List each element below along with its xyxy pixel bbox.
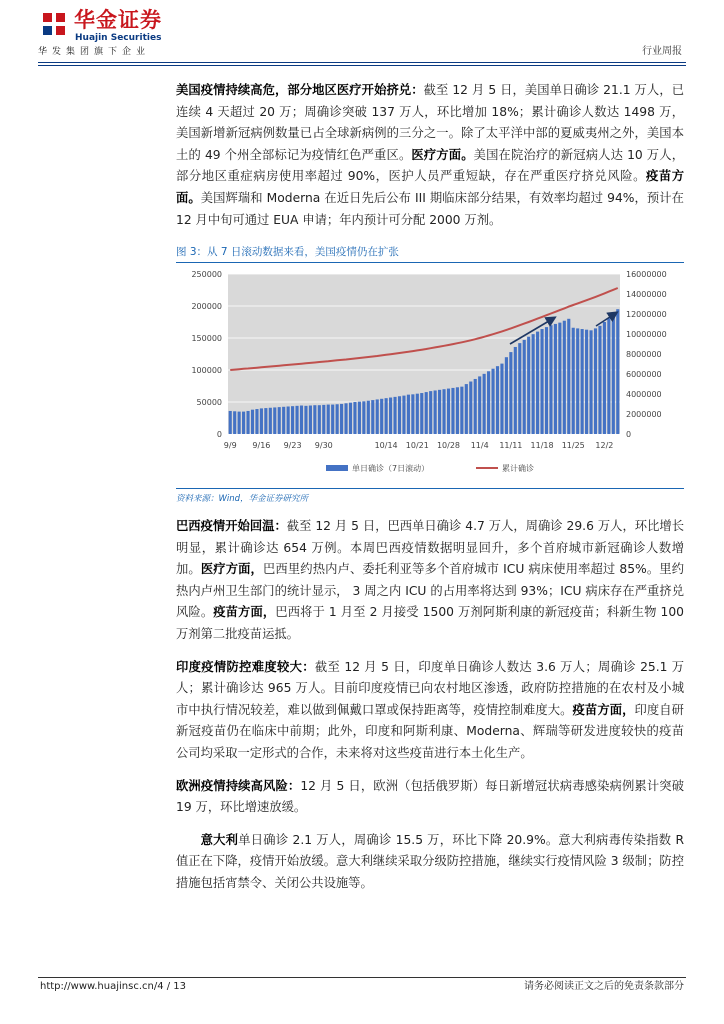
paragraph-text: 美国辉瑞和 Moderna 在近日先后公布 III 期临床部分结果，有效率均超过 94%，预计在 12 月中旬可通过 EUA 申请；年内预计可分配 2000 万剂。	[176, 190, 684, 227]
paragraph-text: 12 月 5 日，欧洲（包括俄罗斯）每日新增冠状病毒感染病例累计突破 19 万，环比增速放缓。	[176, 778, 684, 815]
brand-name-cn: 华金证券	[74, 8, 162, 32]
bar-11/5	[483, 374, 486, 434]
y-right-tick-label: 8000000	[626, 350, 662, 359]
bar-9/17	[264, 408, 267, 434]
y-left-tick-label: 250000	[191, 270, 222, 279]
bar-10/23	[425, 392, 428, 434]
y-right-tick-label: 6000000	[626, 370, 662, 379]
body-content	[176, 80, 684, 231]
y-left-tick-label: 50000	[196, 398, 222, 407]
bar-11/15	[527, 337, 530, 434]
brand-subtitle: 华发集团旗下企业	[38, 47, 151, 57]
paragraph-text: 美国在院治疗的新冠病人达 10 万人，部分地区重症病房使用率超过 90%，医护人员严重短缺，存在严重医疗挤兑风险。	[176, 147, 685, 184]
bar-11/20	[549, 325, 552, 434]
bar-10/27	[442, 389, 445, 434]
bar-11/14	[523, 340, 526, 434]
bar-11/17	[536, 332, 539, 434]
paragraph-bold-segment: 医疗方面。	[411, 147, 474, 162]
bar-10/6	[349, 403, 352, 434]
x-tick-label: 11/4	[470, 441, 489, 450]
bar-10/11	[371, 400, 374, 434]
paragraph-text: 印度自研新冠疫苗仍在临床中前期；此外，印度和阿斯利康、Moderna、辉瑞等研发进度较快的疫苗公司均采取一定形式的合作，未来将对这些疫苗进行本土化生产。	[176, 702, 684, 760]
bar-9/19	[273, 407, 276, 434]
bar-11/8	[496, 366, 499, 434]
y-left-tick-label: 150000	[191, 334, 222, 343]
paragraph-bold-segment: 医疗方面，	[200, 562, 263, 577]
paragraph-lead: 意大利	[200, 832, 239, 847]
x-tick-label: 11/18	[530, 441, 554, 450]
paragraph-bold-segment: 疫苗方面，	[572, 702, 635, 717]
bar-10/30	[456, 387, 459, 434]
x-tick-label: 9/30	[314, 441, 333, 450]
legend	[326, 463, 534, 473]
bar-11/2	[469, 382, 472, 434]
bar-11/24	[567, 319, 570, 434]
bar-11/12	[514, 347, 517, 434]
bar-10/12	[376, 399, 379, 434]
bar-12/3	[607, 318, 610, 434]
bar-11/11	[509, 352, 512, 434]
paragraph-italy	[176, 830, 684, 895]
x-tick-label: 10/28	[436, 441, 461, 450]
x-tick-label: 10/14	[374, 441, 398, 450]
y-left-tick-label: 100000	[191, 366, 222, 375]
y-right-tick-label: 2000000	[626, 410, 662, 419]
figure-title: 图 3：从 7 日滚动数据来看，美国疫情仍在扩张	[176, 246, 399, 258]
paragraph-text: 截至 12 月 5 日，印度单日确诊人数达 3.6 万人；周确诊 25.1 万人；累计确诊达 965 万人。目前印度疫情已向农村地区渗透，政府防控措施的在农村及小城市中执行情况较差，难以做到佩戴口罩或保持距离等，疫情控制难度大。	[176, 659, 684, 717]
paragraph-lead: 巴西疫情开始回温：	[176, 519, 287, 533]
paragraph-brazil	[176, 516, 684, 646]
paragraph-text: 巴西里约热内卢、委托利亚等多个首府城市 ICU 病床使用率超过 85%。里约热内卢州卫生部门的统计显示， 3 周之内 ICU 的占用率将达到 93%；ICU 病床存在严重挤兑风险。	[176, 562, 684, 620]
bar-11/30	[594, 328, 597, 434]
paragraph-bold-segment: 疫苗方面。	[176, 169, 684, 205]
paragraph-lead: 美国疫情持续高危，部分地区医疗开始挤兑：	[176, 83, 424, 97]
bar-11/9	[500, 364, 503, 434]
bar-11/10	[505, 357, 508, 434]
bar-9/24	[295, 406, 298, 434]
page-header	[38, 8, 686, 62]
y-left-tick-label: 200000	[191, 302, 222, 311]
bar-9/9	[229, 411, 232, 434]
bar-11/29	[589, 330, 592, 434]
bar-11/28	[585, 330, 588, 434]
bar-11/4	[478, 376, 481, 434]
paragraph-text: 截至 12 月 5 日，美国单日确诊 21.1 万人，已连续 4 天超过 20 万；周确诊突破 137 万人，环比增加 18%；累计确诊人数达 1498 万，美国新增新冠病例数量已占全球新病例的三分之一。除了太平洋中部的夏威夷州之外，美国本土的 49 个州全部标记为疫情红色严重区。	[176, 83, 684, 162]
bar-10/8	[358, 402, 361, 434]
x-tick-label: 11/25	[561, 441, 585, 450]
footer-url: http://www.huajinsc.cn/4 / 13	[40, 981, 187, 992]
bar-10/24	[429, 391, 432, 434]
bar-12/1	[598, 326, 601, 434]
y-right-tick-label: 10000000	[626, 330, 667, 339]
paragraph-lead: 印度疫情防控难度较大：	[176, 659, 315, 674]
y-right-tick-label: 14000000	[626, 290, 667, 299]
y-axis-left	[191, 270, 222, 439]
header-divider-thin	[38, 65, 686, 66]
footer-disclaimer: 请务必阅读正文之后的免责条款部分	[524, 981, 684, 992]
y-right-tick-label: 4000000	[626, 390, 662, 399]
bar-10/22	[420, 393, 423, 434]
bar-9/10	[233, 411, 236, 434]
legend-line-label: 累计确诊	[502, 464, 534, 473]
us-cases-chart	[176, 266, 684, 486]
bar-10/4	[340, 404, 343, 434]
bar-9/15	[255, 409, 258, 434]
bar-10/26	[438, 390, 441, 434]
bar-9/22	[287, 406, 290, 434]
bar-10/25	[434, 390, 437, 434]
bar-10/5	[344, 403, 347, 434]
bar-11/18	[540, 329, 543, 434]
figure-bottom-rule	[176, 488, 684, 489]
legend-bar-swatch	[326, 465, 348, 471]
bar-10/18	[402, 396, 405, 434]
y-right-tick-label: 16000000	[626, 270, 667, 279]
bar-11/27	[581, 329, 584, 434]
bar-11/6	[487, 371, 490, 434]
bar-9/14	[251, 410, 254, 434]
bar-11/3	[474, 379, 477, 434]
x-axis	[224, 441, 614, 450]
bar-11/25	[572, 328, 575, 434]
y-axis-right	[626, 270, 667, 439]
x-tick-label: 11/11	[499, 441, 523, 450]
bar-9/16	[260, 408, 263, 434]
bar-10/7	[353, 402, 356, 434]
bar-9/20	[278, 407, 281, 434]
bar-12/5	[616, 309, 619, 434]
bar-9/21	[282, 407, 285, 434]
body-content-lower	[176, 516, 684, 895]
bar-10/2	[331, 405, 334, 434]
bar-10/28	[447, 389, 450, 434]
paragraph-text: 巴西将于 1 月至 2 月接受 1500 万剂阿斯利康的新冠疫苗；科新生物 100 万剂第二批疫苗运抵。	[176, 605, 684, 641]
bar-11/23	[563, 321, 566, 434]
footer-divider	[38, 977, 686, 978]
y-right-tick-label: 0	[626, 430, 632, 439]
x-tick-label: 9/9	[223, 441, 237, 450]
bar-9/11	[238, 412, 241, 434]
bar-10/9	[362, 401, 365, 434]
paragraph-text: 截至 12 月 5 日，巴西单日确诊 4.7 万人，周确诊 29.6 万人，环比增长明显，累计确诊达 654 万例。本周巴西疫情数据明显回升，多个首府城市新冠确诊人数增加。	[176, 519, 684, 577]
bar-10/15	[389, 398, 392, 434]
bar-9/25	[300, 406, 303, 434]
huajin-logo-icon	[40, 10, 68, 38]
bar-12/4	[612, 314, 615, 434]
bar-11/19	[545, 327, 548, 434]
paragraph-europe	[176, 776, 684, 819]
bar-10/13	[380, 399, 383, 434]
bar-11/21	[554, 324, 557, 434]
bar-10/29	[451, 388, 454, 434]
paragraph-india	[176, 657, 684, 765]
x-tick-label: 9/16	[252, 441, 271, 450]
bar-9/28	[313, 405, 316, 434]
figure-source: 资料来源：Wind，华金证券研究所	[176, 494, 309, 504]
bar-9/29	[318, 405, 321, 434]
bar-9/30	[322, 405, 325, 434]
paragraph-us	[176, 80, 684, 231]
x-tick-label: 9/23	[283, 441, 302, 450]
document-type: 行业周报	[642, 46, 682, 57]
bar-12/2	[603, 322, 606, 434]
bar-10/16	[393, 397, 396, 434]
bar-10/1	[327, 405, 330, 434]
bar-10/17	[398, 396, 401, 434]
bar-11/7	[491, 369, 494, 434]
bar-11/16	[532, 334, 535, 434]
bar-9/13	[246, 411, 249, 434]
bar-9/26	[304, 406, 307, 434]
paragraph-bold-segment: 疫苗方面，	[213, 605, 276, 620]
bar-10/14	[385, 398, 388, 434]
bar-11/1	[465, 384, 468, 434]
figure-top-rule	[176, 262, 684, 263]
bar-11/26	[576, 328, 579, 434]
paragraph-lead: 欧洲疫情持续高风险：	[176, 778, 301, 793]
header-divider	[38, 62, 686, 63]
bar-9/23	[291, 406, 294, 434]
bar-9/27	[309, 406, 312, 434]
bar-9/12	[242, 412, 245, 434]
legend-bar-label: 单日确诊（7日滚动）	[352, 464, 430, 473]
bar-10/31	[460, 387, 463, 434]
bar-10/21	[416, 394, 419, 434]
x-tick-label: 10/21	[405, 441, 429, 450]
brand-name-en: Huajin Securities	[75, 33, 162, 43]
bar-10/20	[411, 394, 414, 434]
bar-10/19	[407, 395, 410, 434]
y-left-tick-label: 0	[216, 430, 222, 439]
y-right-tick-label: 12000000	[626, 310, 667, 319]
bar-11/13	[518, 343, 521, 434]
bar-11/22	[558, 323, 561, 434]
bar-10/3	[336, 404, 339, 434]
x-tick-label: 12/2	[595, 441, 614, 450]
paragraph-text: 单日确诊 2.1 万人，周确诊 15.5 万，环比下降 20.9%。意大利病毒传染指数 R 值正在下降，疫情开始放缓。意大利继续采取分级防控措施，继续实行疫情风险 3 级制；防控措施包括宵禁令、关闭公共设施等。	[176, 832, 684, 890]
bar-9/18	[269, 408, 272, 434]
bar-10/10	[367, 401, 370, 434]
